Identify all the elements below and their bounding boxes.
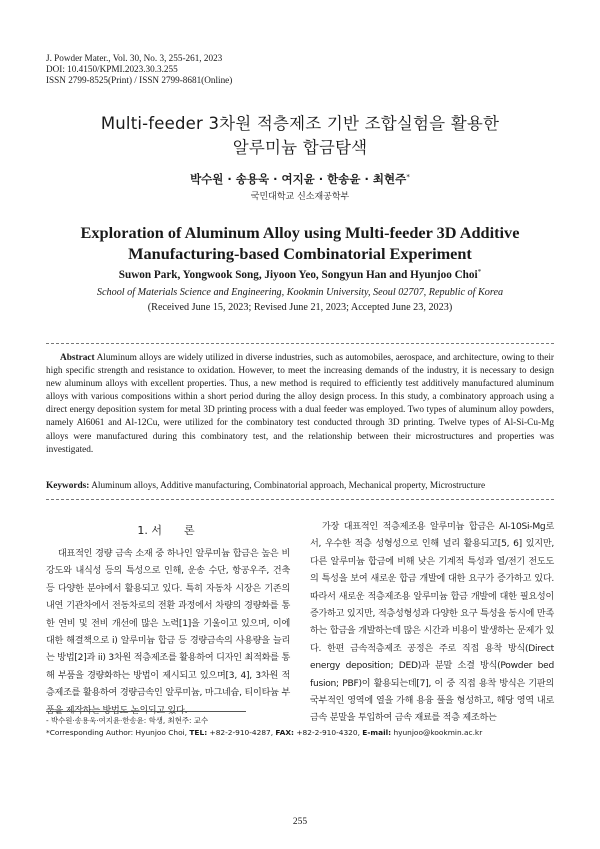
body-left-column: 대표적인 경량 금속 소재 중 하나인 알루미늄 합금은 높은 비강도와 내식성 등의 특성으로 인해, 운송 수단, 항공우주, 건축 등 다양한 분야에서 활용되고 있다. 특히 자동차 시장은 기존의 내연 기관차에서 전동차로의 전환 과정에서 차량의 경량화를 통한 연비 및 전비 개선에 많은 노력[1]을 기울이고 있으며, 이에 대한 해결책으로 i) 알루미늄 합금 등 경량금속의 사용량을 늘리는 방법[2]과 ii) 3차원 적층제조를 활용하여 디자인 최적화를 통해 부품을 경량화하는 방법이 제시되고 있으며[3, 4], 3차원 적층제조를 활용하여 경량금속인 알루미늄, 마그네슘, 티이타늄 부품을 제작하는 방법도 논의되고 있다. [46, 549, 290, 716]
korean-title-line2: 알루미늄 합금탐색 [232, 138, 368, 157]
english-title-line1: Exploration of Aluminum Alloy using Multi-feeder 3D Additive [80, 223, 520, 242]
journal-citation: J. Powder Mater., Vol. 30, No. 3, 255-261, 2023 [46, 53, 223, 63]
email-value: hyunjoo@kookmin.ac.kr [391, 728, 483, 737]
english-title-line2: Manufacturing-based Combinatorial Experiment [128, 244, 472, 263]
tel-value: +82-2-910-4287, [207, 728, 276, 737]
section-heading-introduction: 1. 서 론 [137, 524, 195, 537]
keywords [46, 481, 554, 491]
abstract-bottom-rule [46, 499, 554, 500]
korean-author-names: 박수원 · 송용욱 · 여지윤 · 한송윤 · 최현주 [190, 172, 407, 186]
english-affiliation: School of Materials Science and Engineering, Kookmin University, Seoul 02707, Republic of Korea [96, 287, 504, 298]
korean-title-line1: Multi-feeder 3차원 적층제조 기반 조합실험을 활용한 [100, 114, 500, 133]
korean-title [0, 112, 600, 160]
fax-value: +82-2-910-4320, [294, 728, 363, 737]
english-title [0, 222, 600, 264]
abstract-label: Abstract [60, 353, 95, 363]
keywords-label: Keywords: [46, 481, 90, 491]
doi: DOI: 10.4150/KPMI.2023.30.3.255 [46, 64, 178, 74]
fax-label: FAX: [275, 728, 294, 737]
english-corr-mark: * [477, 268, 482, 276]
abstract-text: Aluminum alloys are widely utilized in diverse industries, such as automobiles, aerospace, and architecture, owing to their high specific strength and resistance to oxidation. However, to meet the increasing demands of the industry, it is necessary to design new aluminum alloys with excellent properties. Thus, a new method is required to efficiently test additively manufactured aluminum alloys with various compositions within a short period during the alloy design process. In this study, a combinatory approach using a direct energy deposition system for metal 3D printing process with a dual feeder was employed. Two types of aluminum alloy powders, namely Al6061 and Al-12Cu, were utilized for the combinatory test conducted through 3D printing. Twelve types of Al-Si-Cu-Mg alloys were manufactured during this combinatory test, and the relationship between their microstructures and properties was investigated. [46, 353, 555, 455]
korean-corr-mark: * [406, 171, 410, 181]
english-authors [0, 268, 600, 281]
corr-author: *Corresponding Author: Hyunjoo Choi, [46, 728, 190, 737]
page-number: 255 [292, 817, 308, 827]
footnote-corresponding [46, 728, 482, 737]
keywords-text: Aluminum alloys, Additive manufacturing, Combinatorial approach, Mechanical property, Microstructure [91, 481, 486, 491]
tel-label: TEL: [189, 728, 208, 737]
footnote-rule [46, 711, 246, 712]
korean-authors [0, 171, 600, 187]
email-label: E-mail: [362, 728, 392, 737]
journal-header [46, 53, 232, 86]
body-right-column: 가장 대표적인 적층제조용 알루미늄 합금은 Al-10Si-Mg로서, 우수한 적층 성형성으로 인해 널리 활용되고[5, 6] 있지만, 다른 알루미늄 합금에 비해 낮은 기계적 특성과 열/전기 전도도의 특성을 보여 새로운 합금 개발에 대한 요구가 증가하고 있다. 따라서 새로운 적층제조용 알루미늄 합금 개발에 대한 필요성이 증가하고 있지만, 적층성형성과 다양한 요구 특성을 동시에 만족하는 합금을 개발하는데 많은 시간과 비용이 발생하는 문제가 있다. 한편 금속적층제조 공정은 주로 직접 용착 방식(Direct energy deposition; DED)과 분말 소결 방식(Powder bed fusion; PBF)이 활용되는데[7], 이 중 직접 용착 방식은 기판의 국부적인 영역에 열을 가해 용융 풀을 형성하고, 해당 영역 내로 금속 분말을 투입하여 금속 재료를 적층 제조하는 [310, 522, 554, 724]
received-dates: (Received June 15, 2023; Revised June 21, 2023; Accepted June 23, 2023) [147, 302, 453, 313]
korean-affiliation: 국민대학교 신소재공학부 [250, 192, 350, 202]
abstract [46, 352, 554, 457]
abstract-top-rule [46, 343, 554, 344]
english-author-names: Suwon Park, Yongwook Song, Jiyoon Yeo, Songyun Han and Hyunjoo Choi [118, 269, 478, 281]
footnote-members: - 박수원·송용욱·여지윤·한송윤: 학생, 최현주: 교수 [46, 716, 209, 725]
issn: ISSN 2799-8525(Print) / ISSN 2799-8681(Online) [46, 75, 233, 85]
